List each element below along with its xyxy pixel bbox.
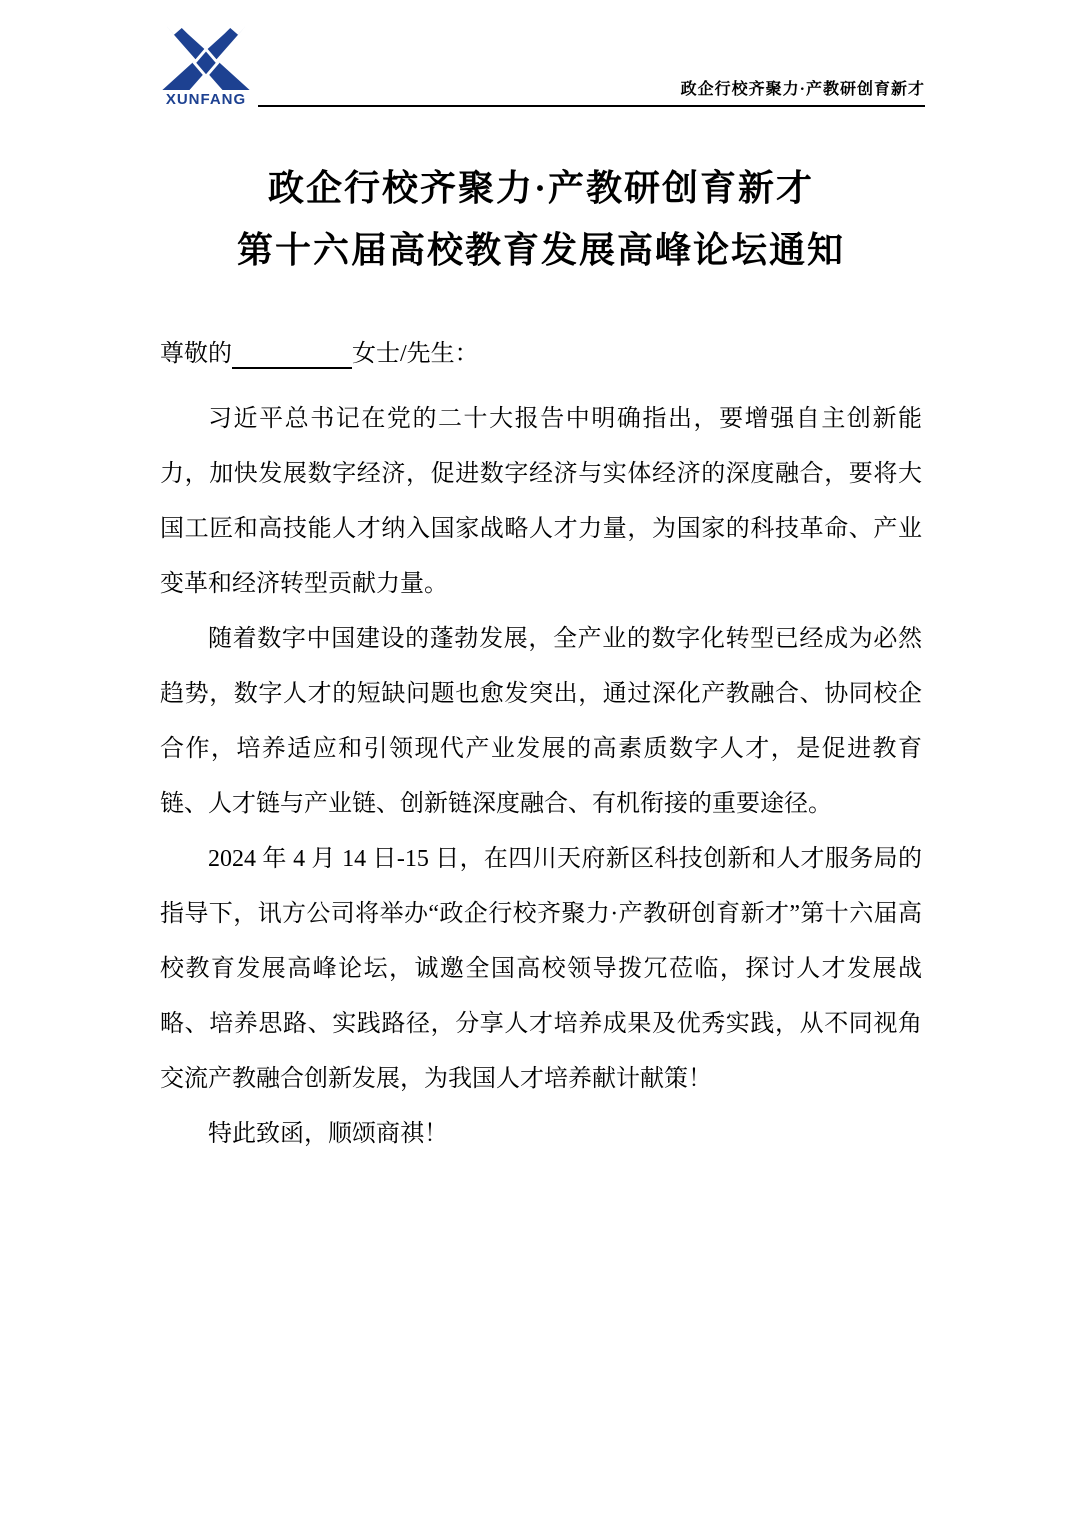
salutation-prefix: 尊敬的: [160, 341, 232, 367]
salutation-suffix: 女士/先生：: [352, 341, 479, 367]
letter-body: [0, 157, 1080, 1162]
page-header: [0, 0, 1080, 107]
closing-line: 特此致函，顺颂商祺！: [208, 1121, 448, 1147]
body-paragraph-3: 2024 年 4 月 14 日-15 日，在四川天府新区科技创新和人才服务局的指导下，讯方公司将举办“政企行校齐聚力·产教研创育新才”第十六届高校教育发展高峰论坛，诚邀全国高校领导拨冗莅临，探讨人才发展战略、培养思路、实践路径，分享人才培养成果及优秀实践，从不同视角交流产教融合创新发展，为我国人才培养献计献策！: [160, 846, 922, 1092]
body-paragraph-2: 随着数字中国建设的蓬勃发展，全产业的数字化转型已经成为必然趋势，数字人才的短缺问题也愈发突出，通过深化产教融合、协同校企合作，培养适应和引领现代产业发展的高素质数字人才，是促进教育链、人才链与产业链、创新链深度融合、有机衔接的重要途径。: [160, 626, 922, 817]
xunfang-logo-icon: [161, 26, 251, 90]
salutation: [160, 327, 922, 382]
logo-brand-text: XUNFANG: [165, 91, 247, 108]
salutation-blank-line: [232, 341, 352, 369]
document-title: [160, 157, 922, 281]
body-paragraph-1: 习近平总书记在党的二十大报告中明确指出，要增强自主创新能力，加快发展数字经济，促进数字经济与实体经济的深度融合，要将大国工匠和高技能人才纳入国家战略人才力量，为国家的科技革命、产业变革和经济转型贡献力量。: [160, 406, 922, 597]
header-slogan: 政企行校齐聚力·产教研创育新才: [680, 81, 925, 98]
title-line-1: 政企行校齐聚力·产教研创育新才: [267, 168, 814, 208]
xunfang-logo: [158, 26, 254, 107]
header-rule: [258, 76, 925, 107]
title-line-2: 第十六届高校教育发展高峰论坛通知: [236, 230, 845, 270]
